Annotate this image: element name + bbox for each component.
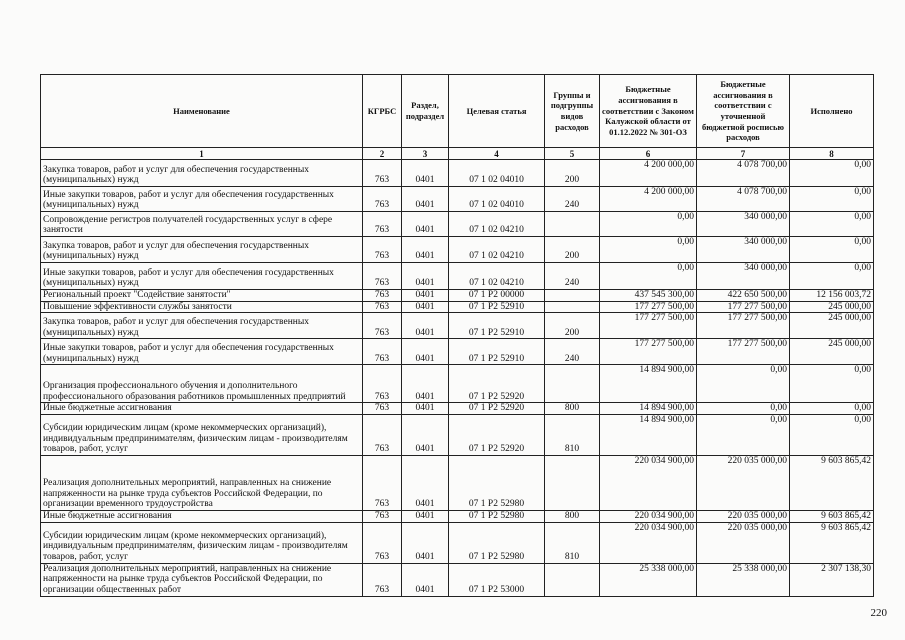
row-group: 240 (545, 187, 600, 212)
row-name: Закупка товаров, работ и услуг для обеспечения государственных (муниципальных) нужд (41, 313, 363, 339)
row-kgrbs: 763 (363, 237, 402, 263)
row-group: 810 (545, 522, 600, 563)
table-row (41, 510, 874, 522)
row-name: Повышение эффективности службы занятости (41, 301, 363, 313)
row-target: 07 1 P2 52980 (449, 522, 545, 563)
row-name: Организация профессионального обучения и дополнительного профессионального образования работников промышленных предприятий (41, 365, 363, 403)
row-name: Иные закупки товаров, работ и услуг для обеспечения государственных (муниципальных) нужд (41, 339, 363, 365)
row-executed: 0,00 (790, 403, 874, 415)
row-kgrbs: 763 (363, 510, 402, 522)
row-executed: 9 603 865,42 (790, 510, 874, 522)
row-budget-refined: 0,00 (697, 365, 790, 403)
row-budget-refined: 340 000,00 (697, 263, 790, 290)
row-name: Иные закупки товаров, работ и услуг для обеспечения государственных (муниципальных) нужд (41, 263, 363, 290)
row-target: 07 1 02 04210 (449, 212, 545, 237)
row-kgrbs: 763 (363, 339, 402, 365)
row-budget-refined: 0,00 (697, 414, 790, 455)
row-name: Закупка товаров, работ и услуг для обеспечения государственных (муниципальных) нужд (41, 237, 363, 263)
row-group: 800 (545, 403, 600, 415)
row-budget-refined: 25 338 000,00 (697, 563, 790, 596)
row-group (545, 212, 600, 237)
table-row (41, 160, 874, 187)
column-number: 6 (600, 148, 697, 160)
row-executed: 12 156 003,72 (790, 290, 874, 302)
table-row (41, 563, 874, 596)
row-kgrbs: 763 (363, 301, 402, 313)
page-number: 220 (870, 607, 887, 619)
row-name: Реализация дополнительных мероприятий, направленных на снижение напряженности на рынке труда субъектов Российской Федерации, по организации временного трудоустройства (41, 455, 363, 510)
row-target: 07 1 P2 52920 (449, 365, 545, 403)
row-target: 07 1 P2 00000 (449, 290, 545, 302)
table-row (41, 365, 874, 403)
table-row (41, 237, 874, 263)
row-budget-law: 0,00 (600, 212, 697, 237)
row-executed: 2 307 138,30 (790, 563, 874, 596)
row-executed: 0,00 (790, 187, 874, 212)
row-section: 0401 (402, 263, 449, 290)
row-target: 07 1 P2 52910 (449, 301, 545, 313)
table-row (41, 290, 874, 302)
row-executed: 0,00 (790, 414, 874, 455)
row-budget-refined: 177 277 500,00 (697, 313, 790, 339)
row-group: 800 (545, 510, 600, 522)
row-kgrbs: 763 (363, 160, 402, 187)
row-target: 07 1 02 04010 (449, 187, 545, 212)
table-row (41, 339, 874, 365)
table-row (41, 414, 874, 455)
table-body (41, 160, 874, 597)
table-row (41, 522, 874, 563)
row-section: 0401 (402, 290, 449, 302)
row-name: Сопровождение регистров получателей государственных услуг в сфере занятости (41, 212, 363, 237)
table-row (41, 212, 874, 237)
row-budget-refined: 220 035 000,00 (697, 510, 790, 522)
row-kgrbs: 763 (363, 414, 402, 455)
row-group: 200 (545, 237, 600, 263)
row-budget-refined: 220 035 000,00 (697, 522, 790, 563)
row-budget-refined: 340 000,00 (697, 212, 790, 237)
row-name: Региональный проект "Содействие занятости" (41, 290, 363, 302)
row-budget-law: 0,00 (600, 237, 697, 263)
row-kgrbs: 763 (363, 187, 402, 212)
row-section: 0401 (402, 301, 449, 313)
table-row (41, 263, 874, 290)
row-name: Субсидии юридическим лицам (кроме некоммерческих организаций), индивидуальным предпринимателям, физическим лицам - производителям товаров, работ, услуг (41, 414, 363, 455)
row-name: Закупка товаров, работ и услуг для обеспечения государственных (муниципальных) нужд (41, 160, 363, 187)
column-numbers-row (41, 148, 874, 160)
row-section: 0401 (402, 313, 449, 339)
row-section: 0401 (402, 160, 449, 187)
row-group (545, 301, 600, 313)
table-header-row (41, 75, 874, 148)
row-group: 240 (545, 339, 600, 365)
row-target: 07 1 02 04210 (449, 263, 545, 290)
row-group: 240 (545, 263, 600, 290)
row-name: Субсидии юридическим лицам (кроме некоммерческих организаций), индивидуальным предпринимателям, физическим лицам - производителям товаров, работ, услуг (41, 522, 363, 563)
row-group: 200 (545, 313, 600, 339)
row-kgrbs: 763 (363, 455, 402, 510)
row-budget-law: 14 894 900,00 (600, 414, 697, 455)
header-groups: Группы и подгруппы видов расходов (545, 75, 600, 148)
header-budget-refined: Бюджетные ассигнования в соответствии с уточненной бюджетной росписью расходов (697, 75, 790, 148)
header-section: Раздел, подраздел (402, 75, 449, 148)
row-name: Иные бюджетные ассигнования (41, 403, 363, 415)
row-budget-law: 220 034 900,00 (600, 522, 697, 563)
row-group: 200 (545, 160, 600, 187)
table-row (41, 187, 874, 212)
row-section: 0401 (402, 522, 449, 563)
column-number: 2 (363, 148, 402, 160)
row-target: 07 1 P2 52910 (449, 313, 545, 339)
row-executed: 9 603 865,42 (790, 455, 874, 510)
row-section: 0401 (402, 187, 449, 212)
row-budget-refined: 4 078 700,00 (697, 187, 790, 212)
row-budget-refined: 340 000,00 (697, 237, 790, 263)
row-target: 07 1 P2 52920 (449, 414, 545, 455)
row-target: 07 1 P2 52980 (449, 455, 545, 510)
header-budget-law: Бюджетные ассигнования в соответствии с Законом Калужской области от 01.12.2022 № 301-ОЗ (600, 75, 697, 148)
row-name: Иные бюджетные ассигнования (41, 510, 363, 522)
row-budget-law: 4 200 000,00 (600, 160, 697, 187)
row-kgrbs: 763 (363, 365, 402, 403)
row-budget-law: 4 200 000,00 (600, 187, 697, 212)
row-section: 0401 (402, 212, 449, 237)
row-budget-refined: 220 035 000,00 (697, 455, 790, 510)
row-kgrbs: 763 (363, 212, 402, 237)
row-budget-law: 220 034 900,00 (600, 455, 697, 510)
column-number: 1 (41, 148, 363, 160)
row-budget-law: 220 034 900,00 (600, 510, 697, 522)
row-group (545, 455, 600, 510)
row-target: 07 1 P2 52920 (449, 403, 545, 415)
row-target: 07 1 P2 52910 (449, 339, 545, 365)
row-budget-refined: 422 650 500,00 (697, 290, 790, 302)
row-executed: 245 000,00 (790, 301, 874, 313)
row-section: 0401 (402, 563, 449, 596)
row-executed: 245 000,00 (790, 339, 874, 365)
row-group (545, 290, 600, 302)
row-section: 0401 (402, 414, 449, 455)
row-kgrbs: 763 (363, 313, 402, 339)
row-executed: 0,00 (790, 212, 874, 237)
row-kgrbs: 763 (363, 263, 402, 290)
row-group: 810 (545, 414, 600, 455)
header-executed: Исполнено (790, 75, 874, 148)
header-name: Наименование (41, 75, 363, 148)
row-section: 0401 (402, 455, 449, 510)
row-budget-law: 177 277 500,00 (600, 339, 697, 365)
row-budget-refined: 4 078 700,00 (697, 160, 790, 187)
row-budget-refined: 177 277 500,00 (697, 301, 790, 313)
row-section: 0401 (402, 237, 449, 263)
row-budget-refined: 177 277 500,00 (697, 339, 790, 365)
row-section: 0401 (402, 339, 449, 365)
row-kgrbs: 763 (363, 403, 402, 415)
column-number: 7 (697, 148, 790, 160)
column-number: 3 (402, 148, 449, 160)
table-row (41, 313, 874, 339)
row-section: 0401 (402, 510, 449, 522)
row-target: 07 1 02 04010 (449, 160, 545, 187)
row-kgrbs: 763 (363, 290, 402, 302)
row-budget-law: 437 545 300,00 (600, 290, 697, 302)
table-row (41, 301, 874, 313)
row-name: Реализация дополнительных мероприятий, направленных на снижение напряженности на рынке труда субъектов Российской Федерации, по организации общественных работ (41, 563, 363, 596)
row-executed: 0,00 (790, 160, 874, 187)
budget-table (40, 74, 874, 597)
table-row (41, 403, 874, 415)
row-name: Иные закупки товаров, работ и услуг для обеспечения государственных (муниципальных) нужд (41, 187, 363, 212)
column-number: 4 (449, 148, 545, 160)
row-kgrbs: 763 (363, 522, 402, 563)
header-kgrbs: КГРБС (363, 75, 402, 148)
row-budget-law: 14 894 900,00 (600, 403, 697, 415)
row-kgrbs: 763 (363, 563, 402, 596)
row-budget-law: 0,00 (600, 263, 697, 290)
row-executed: 0,00 (790, 365, 874, 403)
header-target: Целевая статья (449, 75, 545, 148)
row-target: 07 1 P2 52980 (449, 510, 545, 522)
table-row (41, 455, 874, 510)
row-target: 07 1 02 04210 (449, 237, 545, 263)
column-number: 8 (790, 148, 874, 160)
row-target: 07 1 P2 53000 (449, 563, 545, 596)
row-section: 0401 (402, 365, 449, 403)
row-budget-law: 177 277 500,00 (600, 313, 697, 339)
row-group (545, 563, 600, 596)
row-executed: 9 603 865,42 (790, 522, 874, 563)
row-executed: 245 000,00 (790, 313, 874, 339)
row-executed: 0,00 (790, 237, 874, 263)
row-section: 0401 (402, 403, 449, 415)
row-executed: 0,00 (790, 263, 874, 290)
row-budget-refined: 0,00 (697, 403, 790, 415)
row-budget-law: 25 338 000,00 (600, 563, 697, 596)
row-budget-law: 177 277 500,00 (600, 301, 697, 313)
row-budget-law: 14 894 900,00 (600, 365, 697, 403)
row-group (545, 365, 600, 403)
column-number: 5 (545, 148, 600, 160)
